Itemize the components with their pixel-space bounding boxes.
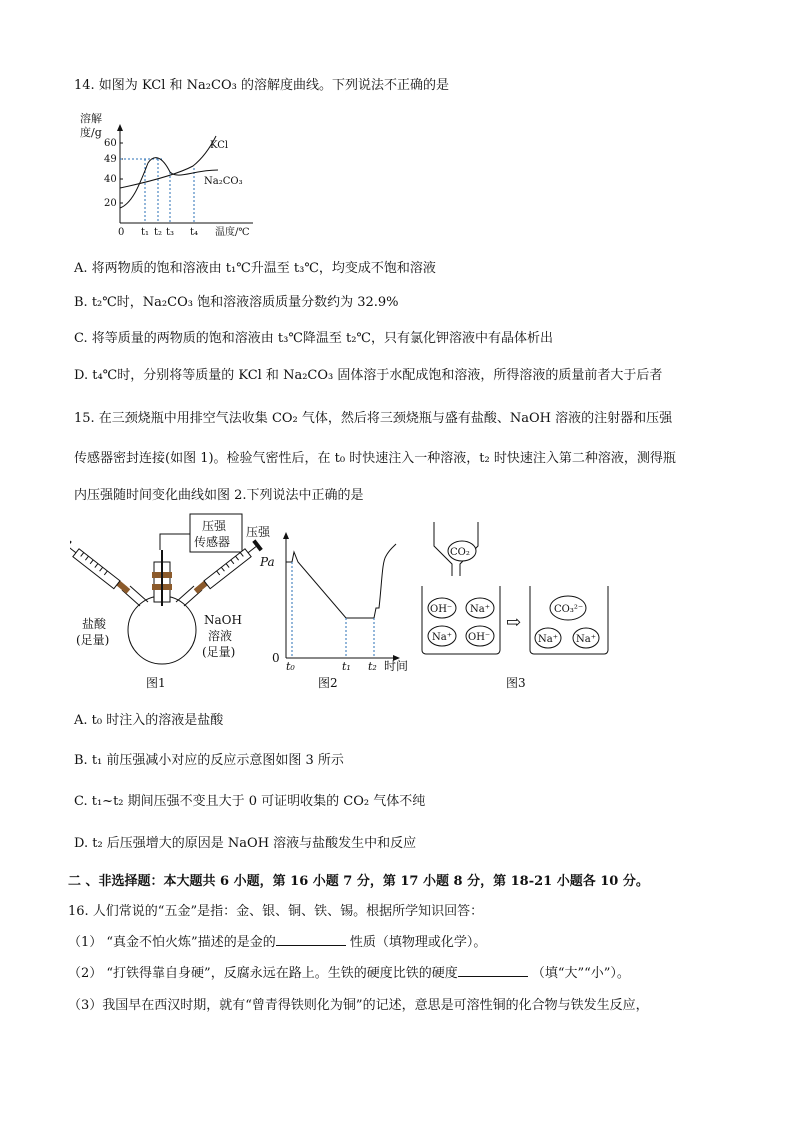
q16-part-2-blank[interactable] <box>458 964 528 977</box>
na2co3-label: Na₂CO₃ <box>204 176 243 187</box>
q14-stem: 14. 如图为 KCl 和 Na₂CO₃ 的溶解度曲线。下列说法不正确的是 <box>74 78 449 93</box>
right-syringe-label-3: (足量) <box>202 645 236 659</box>
pressure-curve <box>286 544 396 618</box>
q15-option-a: A. t₀ 时注入的溶液是盐酸 <box>74 713 224 728</box>
fig2-xlabel: 时间 <box>384 659 409 672</box>
q16-part-1-blank[interactable] <box>276 933 346 946</box>
fig2-t1: t₁ <box>342 660 351 672</box>
figure-1-apparatus <box>70 510 270 690</box>
ytick-20: 20 <box>104 198 117 209</box>
chart-ylabel-2: 度/g <box>80 126 102 139</box>
fig2-ylabel: 压强 <box>246 525 271 539</box>
figure-3-caption: 图3 <box>506 676 526 690</box>
q15-stem-3: 内压强随时间变化曲线如图 2.下列说法中正确的是 <box>74 488 364 503</box>
fig3-co2: CO₂ <box>450 547 470 558</box>
section-2-heading: 二 、非选择题：本大题共 6 小题，第 16 小题 7 分，第 17 小题 8 分，第 18-21 小题各 10 分。 <box>68 874 649 889</box>
xtick-0: 0 <box>118 227 125 238</box>
xtick-t3: t₃ <box>166 227 175 238</box>
chart-ylabel-1: 溶解 <box>80 112 102 125</box>
q15-option-c: C. t₁~t₂ 期间压强不变且大于 0 可证明收集的 CO₂ 气体不纯 <box>74 794 426 809</box>
q16-part-1 <box>68 931 486 950</box>
figure-1-caption: 图1 <box>146 676 166 690</box>
kcl-curve <box>120 136 216 188</box>
fig2-origin: 0 <box>272 651 280 665</box>
ytick-60: 60 <box>104 138 117 149</box>
q15-stem-2: 传感器密封连接(如图 1)。检验气密性后，在 t₀ 时快速注入一种溶液，t₂ 时快速注入第二种溶液，测得瓶 <box>74 451 676 466</box>
right-syringe-label-1: NaOH <box>204 613 242 627</box>
q14-option-d: D. t₄℃时，分别将等质量的 KCl 和 Na₂CO₃ 固体溶于水配成饱和溶液，所得溶液的质量前者大于后者 <box>74 368 663 383</box>
fig2-t2: t₂ <box>368 660 377 672</box>
xtick-t4: t₄ <box>190 227 199 238</box>
q15-option-d: D. t₂ 后压强增大的原因是 NaOH 溶液与盐酸发生中和反应 <box>74 836 417 851</box>
left-syringe-label-2: (足量) <box>76 633 110 647</box>
q14-option-c: C. 将等质量的两物质的饱和溶液由 t₃℃降温至 t₂℃，只有氯化钾溶液中有晶体析出 <box>74 331 553 346</box>
ytick-49: 49 <box>104 154 117 165</box>
fig3-na-1: Na⁺ <box>470 604 490 615</box>
fig3-na-4: Na⁺ <box>576 634 596 645</box>
fig3-oh-2: OH⁻ <box>468 632 491 643</box>
figure-2-pressure-chart <box>246 522 416 672</box>
xtick-t2: t₂ <box>154 227 163 238</box>
solubility-chart <box>78 108 278 243</box>
q16-part-2 <box>68 962 630 981</box>
fig3-oh-1: OH⁻ <box>430 604 453 615</box>
q16-part-1-b: 性质（填物理或化学）。 <box>345 935 487 950</box>
sensor-label-2: 传感器 <box>194 535 231 549</box>
q16-part-2-a: （2） “打铁得靠自身硬”，反腐永远在路上。生铁的硬度比铁的硬度 <box>68 966 458 981</box>
q16-part-2-b: （填“大”“小”）。 <box>527 966 630 981</box>
q14-option-a: A. 将两物质的饱和溶液由 t₁℃升温至 t₃℃，均变成不饱和溶液 <box>74 261 436 276</box>
q16-stem: 16. 人们常说的“五金”是指：金、银、铜、铁、锡。根据所学知识回答： <box>68 904 484 919</box>
q15-option-b: B. t₁ 前压强减小对应的反应示意图如图 3 所示 <box>74 753 344 768</box>
sensor-label-1: 压强 <box>202 519 227 533</box>
q15-stem-1: 15. 在三颈烧瓶中用排空气法收集 CO₂ 气体，然后将三颈烧瓶与盛有盐酸、NaOH 溶液的注射器和压强 <box>74 411 673 426</box>
fig2-t0: t₀ <box>286 660 295 672</box>
ytick-40: 40 <box>104 174 117 185</box>
fig2-pa: Pa <box>260 555 275 569</box>
fig3-co3: CO₃²⁻ <box>554 604 584 615</box>
fig3-arrow: ⇨ <box>506 612 522 633</box>
fig3-na-2: Na⁺ <box>432 632 452 643</box>
q16-part-3: （3）我国早在西汉时期，就有“曾青得铁则化为铜”的记述，意思是可溶性铜的化合物与铁发生反应， <box>68 998 649 1013</box>
q14-option-b: B. t₂℃时，Na₂CO₃ 饱和溶液溶质质量分数约为 32.9% <box>74 295 399 310</box>
figure-3-reaction <box>418 522 614 662</box>
figure-2-caption: 图2 <box>318 676 338 690</box>
fig3-na-3: Na⁺ <box>538 634 558 645</box>
kcl-label: KCl <box>210 140 229 151</box>
xtick-t1: t₁ <box>141 227 150 238</box>
chart-xlabel: 温度/℃ <box>215 227 250 238</box>
q16-part-1-a: （1） “真金不怕火炼”描述的是金的 <box>68 935 276 950</box>
left-syringe-label-1: 盐酸 <box>82 617 107 631</box>
right-syringe-label-2: 溶液 <box>208 629 233 643</box>
